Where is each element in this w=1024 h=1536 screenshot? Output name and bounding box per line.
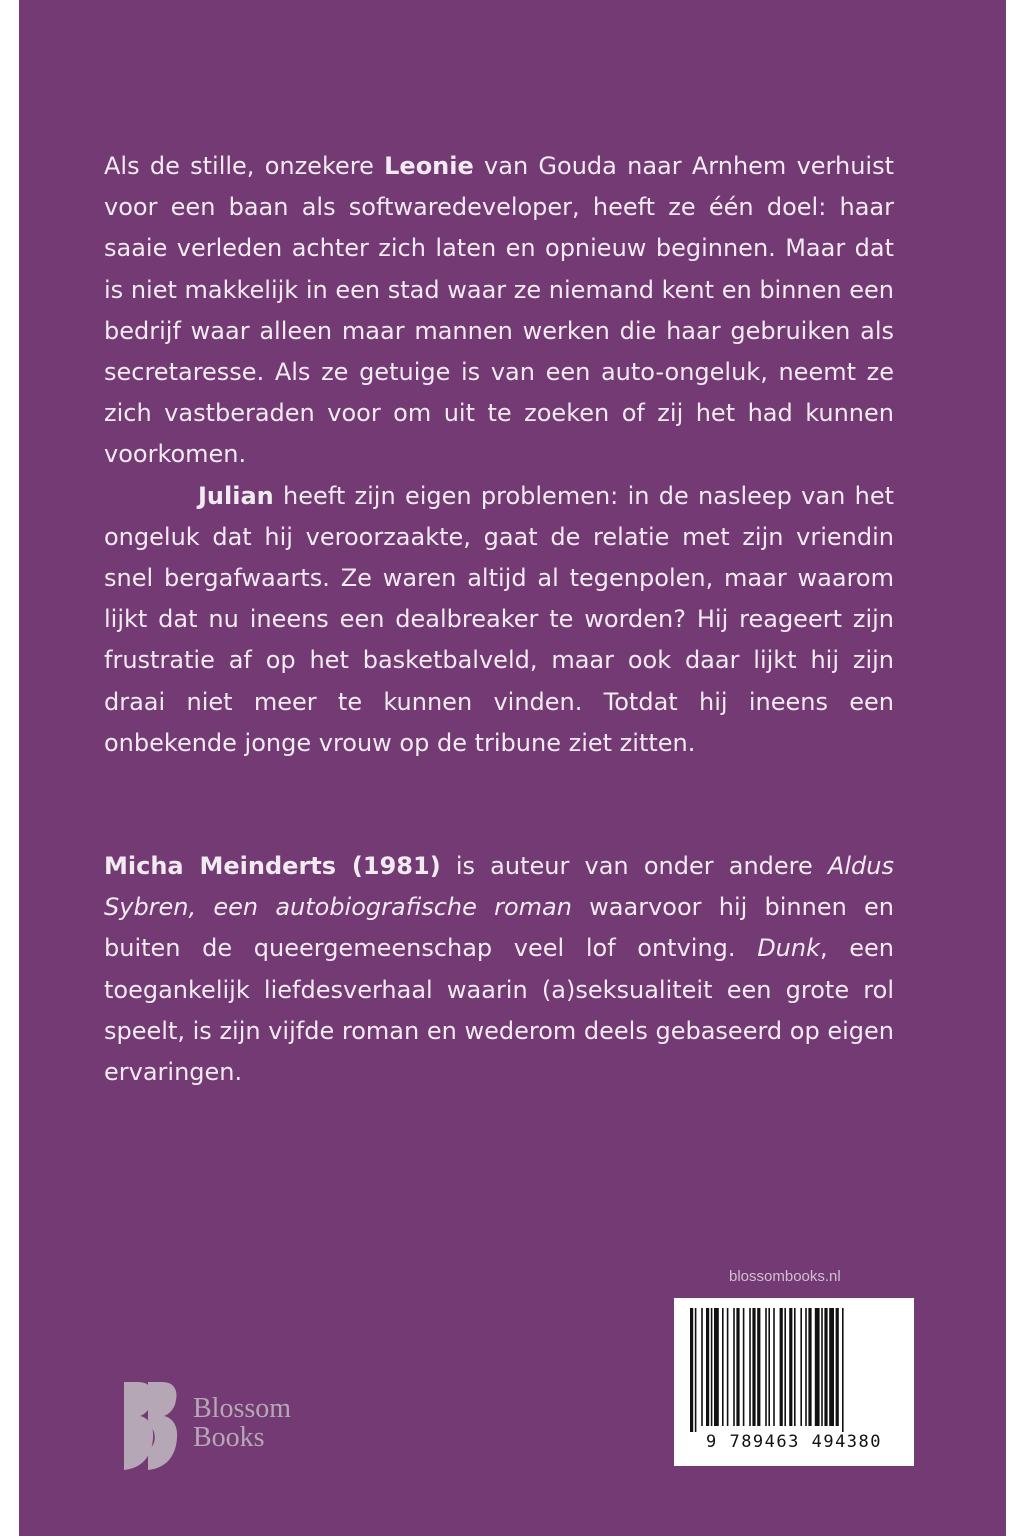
barcode-bar (722, 1308, 724, 1426)
barcode-bar (773, 1308, 775, 1426)
author-name: Micha Meinderts (1981) (104, 852, 441, 881)
barcode-bar (768, 1308, 770, 1426)
barcode-bar (701, 1308, 703, 1426)
barcode-bar (780, 1308, 783, 1426)
blurb-paragraph-leonie (104, 146, 894, 476)
blossom-books-logo-icon (122, 1380, 182, 1472)
barcode-bar (789, 1308, 792, 1426)
blurb-text-span: Als de stille, onzekere (104, 152, 385, 180)
bio-text-span: , een toegankelijk liefdesverhaal waarin (a)seksualiteit een grote rol speelt, is zijn vijfde roman en wederom deels gebaseerd op eigen ervaringen. (104, 934, 895, 1087)
book-title-dunk: Dunk (757, 934, 820, 963)
barcode-bar (808, 1308, 811, 1426)
blurb-text-span: van Gouda naar Arnhem verhuist voor een baan als softwaredeveloper, heeft ze één doel: haar saaie verleden achter zich laten en opnieuw beginnen. Maar dat is niet makkelijk in een stad waar ze niemand kent en binnen een bedrijf waar alleen maar mannen werken die haar gebruiken als secretaresse. Als ze getuige is van een auto-ongeluk, neemt ze zich vastberaden voor om uit te zoeken of zij het had kunnen voorkomen. (104, 152, 894, 469)
barcode-bar (733, 1308, 735, 1426)
barcode-bar (714, 1308, 719, 1426)
blurb-text (104, 146, 894, 1093)
barcode-bar (749, 1308, 751, 1426)
barcode-bar (743, 1308, 745, 1426)
barcode-bar (736, 1308, 739, 1426)
barcode-bar (752, 1308, 755, 1426)
publisher-website: blossombooks.nl (729, 1268, 841, 1285)
author-bio (104, 846, 894, 1093)
barcode-bar (805, 1308, 807, 1426)
barcode-bar (711, 1308, 713, 1426)
barcode-bar (757, 1308, 760, 1426)
bio-text-span: is auteur van onder andere (440, 852, 828, 881)
barcode-bar (836, 1308, 839, 1426)
barcode-bar (695, 1308, 697, 1432)
publisher-logo-text (193, 1394, 291, 1452)
barcode-bar (794, 1308, 796, 1426)
barcode-bar (842, 1308, 844, 1432)
publisher-name-line2: Books (193, 1422, 265, 1453)
isbn-barcode (674, 1298, 914, 1466)
barcode-bar (706, 1308, 709, 1426)
character-name-leonie: Leonie (384, 152, 474, 180)
barcode-bar (727, 1308, 729, 1426)
barcode-bars (688, 1308, 900, 1432)
barcode-bar (824, 1308, 827, 1426)
barcode-bar (690, 1308, 693, 1432)
book-title-aldus-sybren: Aldus Sybren, een autobiografische roman (104, 852, 894, 922)
isbn-number: 9 789463 494380 (705, 1432, 883, 1452)
blurb-text-span: heeft zijn eigen problemen: in de nasleep van het ongeluk dat hij veroorzaakte, gaat de relatie met zijn vriendin snel bergafwaarts. Ze waren altijd al tegenpolen, maar waarom lijkt dat nu ineens een dealbreaker te worden? Hij reageert zijn frustratie af op het basketbalveld, maar ook daar lijkt hij zijn draai niet meer te kunnen vinden. Totdat hij ineens een onbekende jonge vrouw op de tribune ziet zitten. (104, 481, 894, 757)
character-name-julian: Julian (198, 481, 274, 510)
barcode-bar (800, 1308, 802, 1426)
barcode-bar (815, 1308, 820, 1426)
barcode-bar (821, 1308, 823, 1426)
barcode-bar (829, 1308, 834, 1426)
barcode-bar (765, 1308, 767, 1426)
blurb-paragraph-julian (104, 476, 894, 764)
publisher-name-line1: Blossom (193, 1393, 292, 1424)
bio-text-span: waarvoor hij binnen en buiten de queergemeenschap veel lof ontving. (104, 893, 894, 963)
barcode-bar (784, 1308, 786, 1426)
